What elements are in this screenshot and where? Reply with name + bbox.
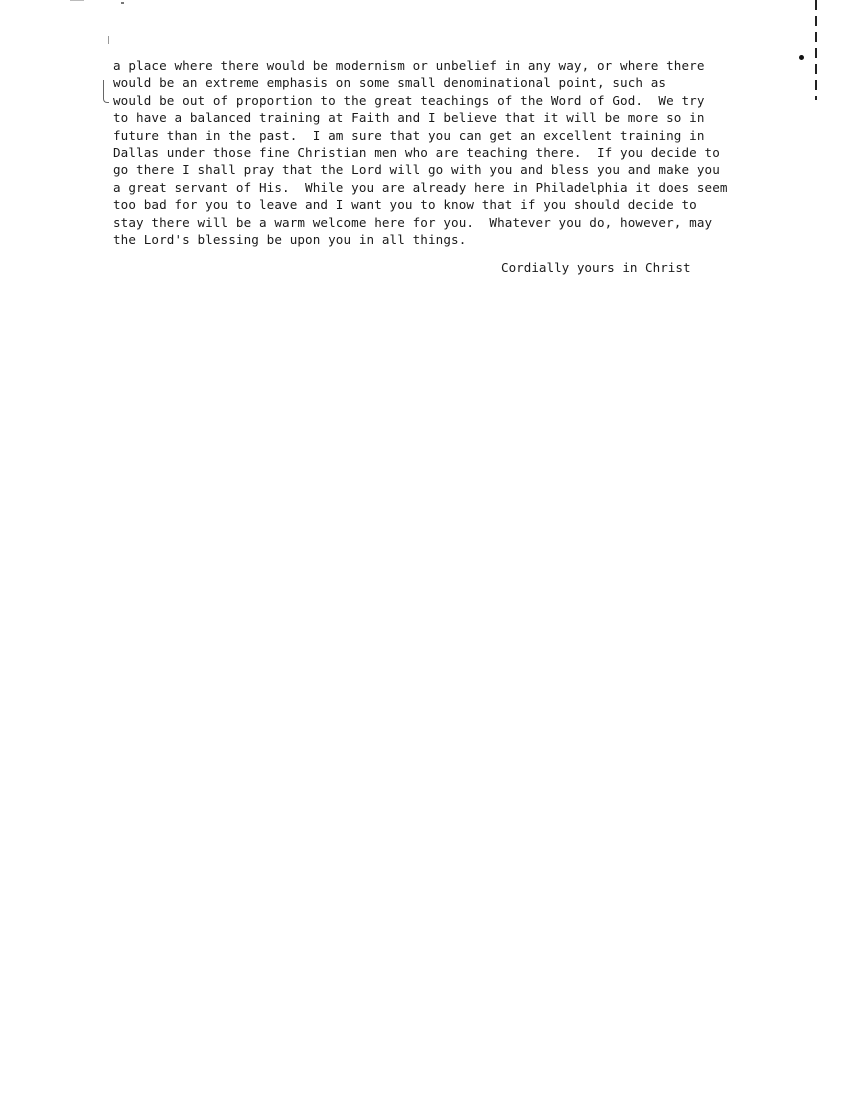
scan-speck <box>70 0 84 1</box>
letter-line: would be an extreme emphasis on some small denominational point, such as <box>113 75 667 91</box>
margin-pencil-mark <box>103 80 109 103</box>
letter-body <box>113 57 793 248</box>
letter-line: a great servant of His. While you are already here in Philadelphia it does seem <box>113 179 728 195</box>
letter-line: the Lord's blessing be upon you in all things. <box>113 232 467 248</box>
ink-dot <box>799 55 804 60</box>
letter-closing: Cordially yours in Christ <box>501 260 691 275</box>
letter-line: a place where there would be modernism or unbelief in any way, or where there <box>113 58 705 73</box>
letter-line: future than in the past. I am sure that you can get an excellent training in <box>113 127 705 143</box>
letter-line: Dallas under those fine Christian men who are teaching there. If you decide to <box>113 145 720 161</box>
page-edge-mark <box>815 0 817 100</box>
scan-speck <box>121 2 124 4</box>
scan-speck <box>108 36 109 44</box>
letter-line: would be out of proportion to the great teachings of the Word of God. We try <box>113 92 705 108</box>
letter-line: too bad for you to leave and I want you to know that if you should decide to <box>113 197 697 213</box>
letter-line: stay there will be a warm welcome here for you. Whatever you do, however, may <box>113 214 713 230</box>
letter-line: go there I shall pray that the Lord will go with you and bless you and make you <box>113 162 720 178</box>
letter-line: to have a balanced training at Faith and I believe that it will be more so in <box>113 110 705 126</box>
